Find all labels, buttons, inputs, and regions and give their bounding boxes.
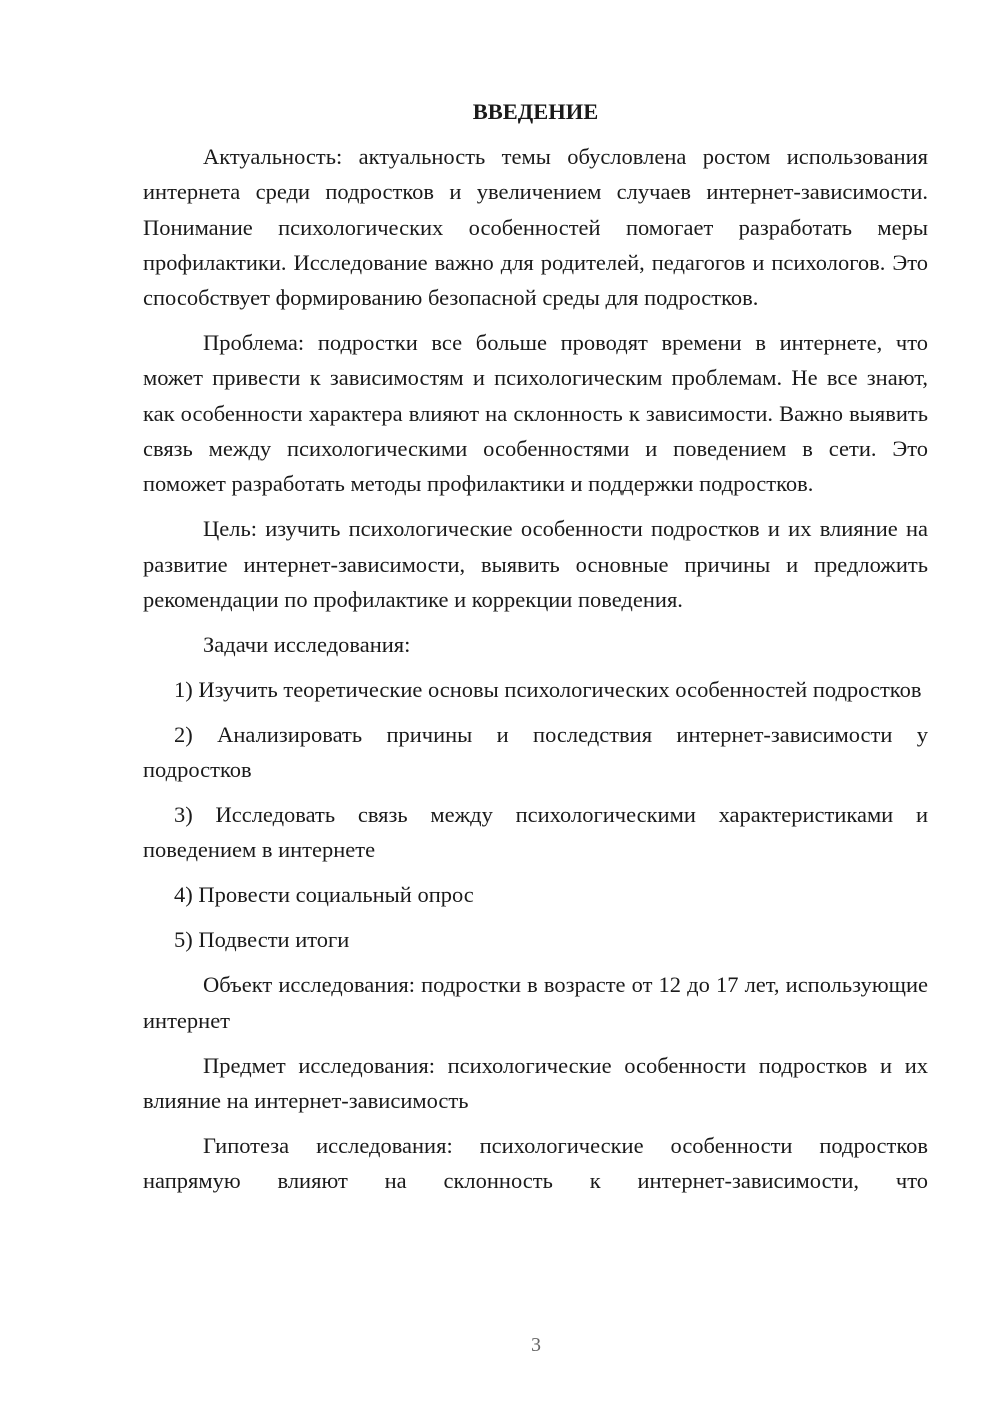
- task-item: 2) Анализировать причины и последствия интернет-зависимости у подростков: [143, 721, 928, 783]
- task-item: 3) Исследовать связь между психологическими характеристиками и поведением в интернете: [143, 802, 928, 863]
- paragraph-relevance: Актуальность: актуальность темы обусловлена ростом использования интернета среди подростков и увеличением случаев интернет-зависимости. Понимание психологических особенностей помогает разработать меры профилактики. Исследование важно для родителей, педагогов и психологов. Это способствует формированию безопасной среды для подростков.: [143, 144, 928, 311]
- task-item: 4) Провести социальный опрос: [174, 882, 474, 908]
- task-item: 1) Изучить теоретические основы психологических особенностей подростков: [174, 676, 922, 702]
- page-number: 3: [531, 1334, 541, 1356]
- tasks-heading: Задачи исследования:: [203, 631, 411, 657]
- paragraph-hypothesis: Гипотеза исследования: психологические особенности подростков напрямую влияют на склонность к интернет-зависимости, что: [143, 1132, 928, 1194]
- task-item: 5) Подвести итоги: [174, 927, 350, 953]
- paragraph-subject: Предмет исследования: психологические особенности подростков и их влияние на интернет-зависимость: [143, 1052, 928, 1113]
- section-title: ВВЕДЕНИЕ: [472, 99, 599, 124]
- paragraph-problem: Проблема: подростки все больше проводят времени в интернете, что может привести к зависимостям и психологическим проблемам. Не все знают, как особенности характера влияют на склонность к зависимости. Важно выявить связь между психологическими особенностями и поведением в сети. Это поможет разработать методы профилактики и поддержки подростков.: [143, 330, 928, 497]
- paragraph-object: Объект исследования: подростки в возрасте от 12 до 17 лет, использующие интернет: [143, 972, 928, 1033]
- page-content: [143, 94, 928, 1208]
- paragraph-goal: Цель: изучить психологические особенности подростков и их влияние на развитие интернет-зависимости, выявить основные причины и предложить рекомендации по профилактике и коррекции поведения.: [143, 516, 928, 612]
